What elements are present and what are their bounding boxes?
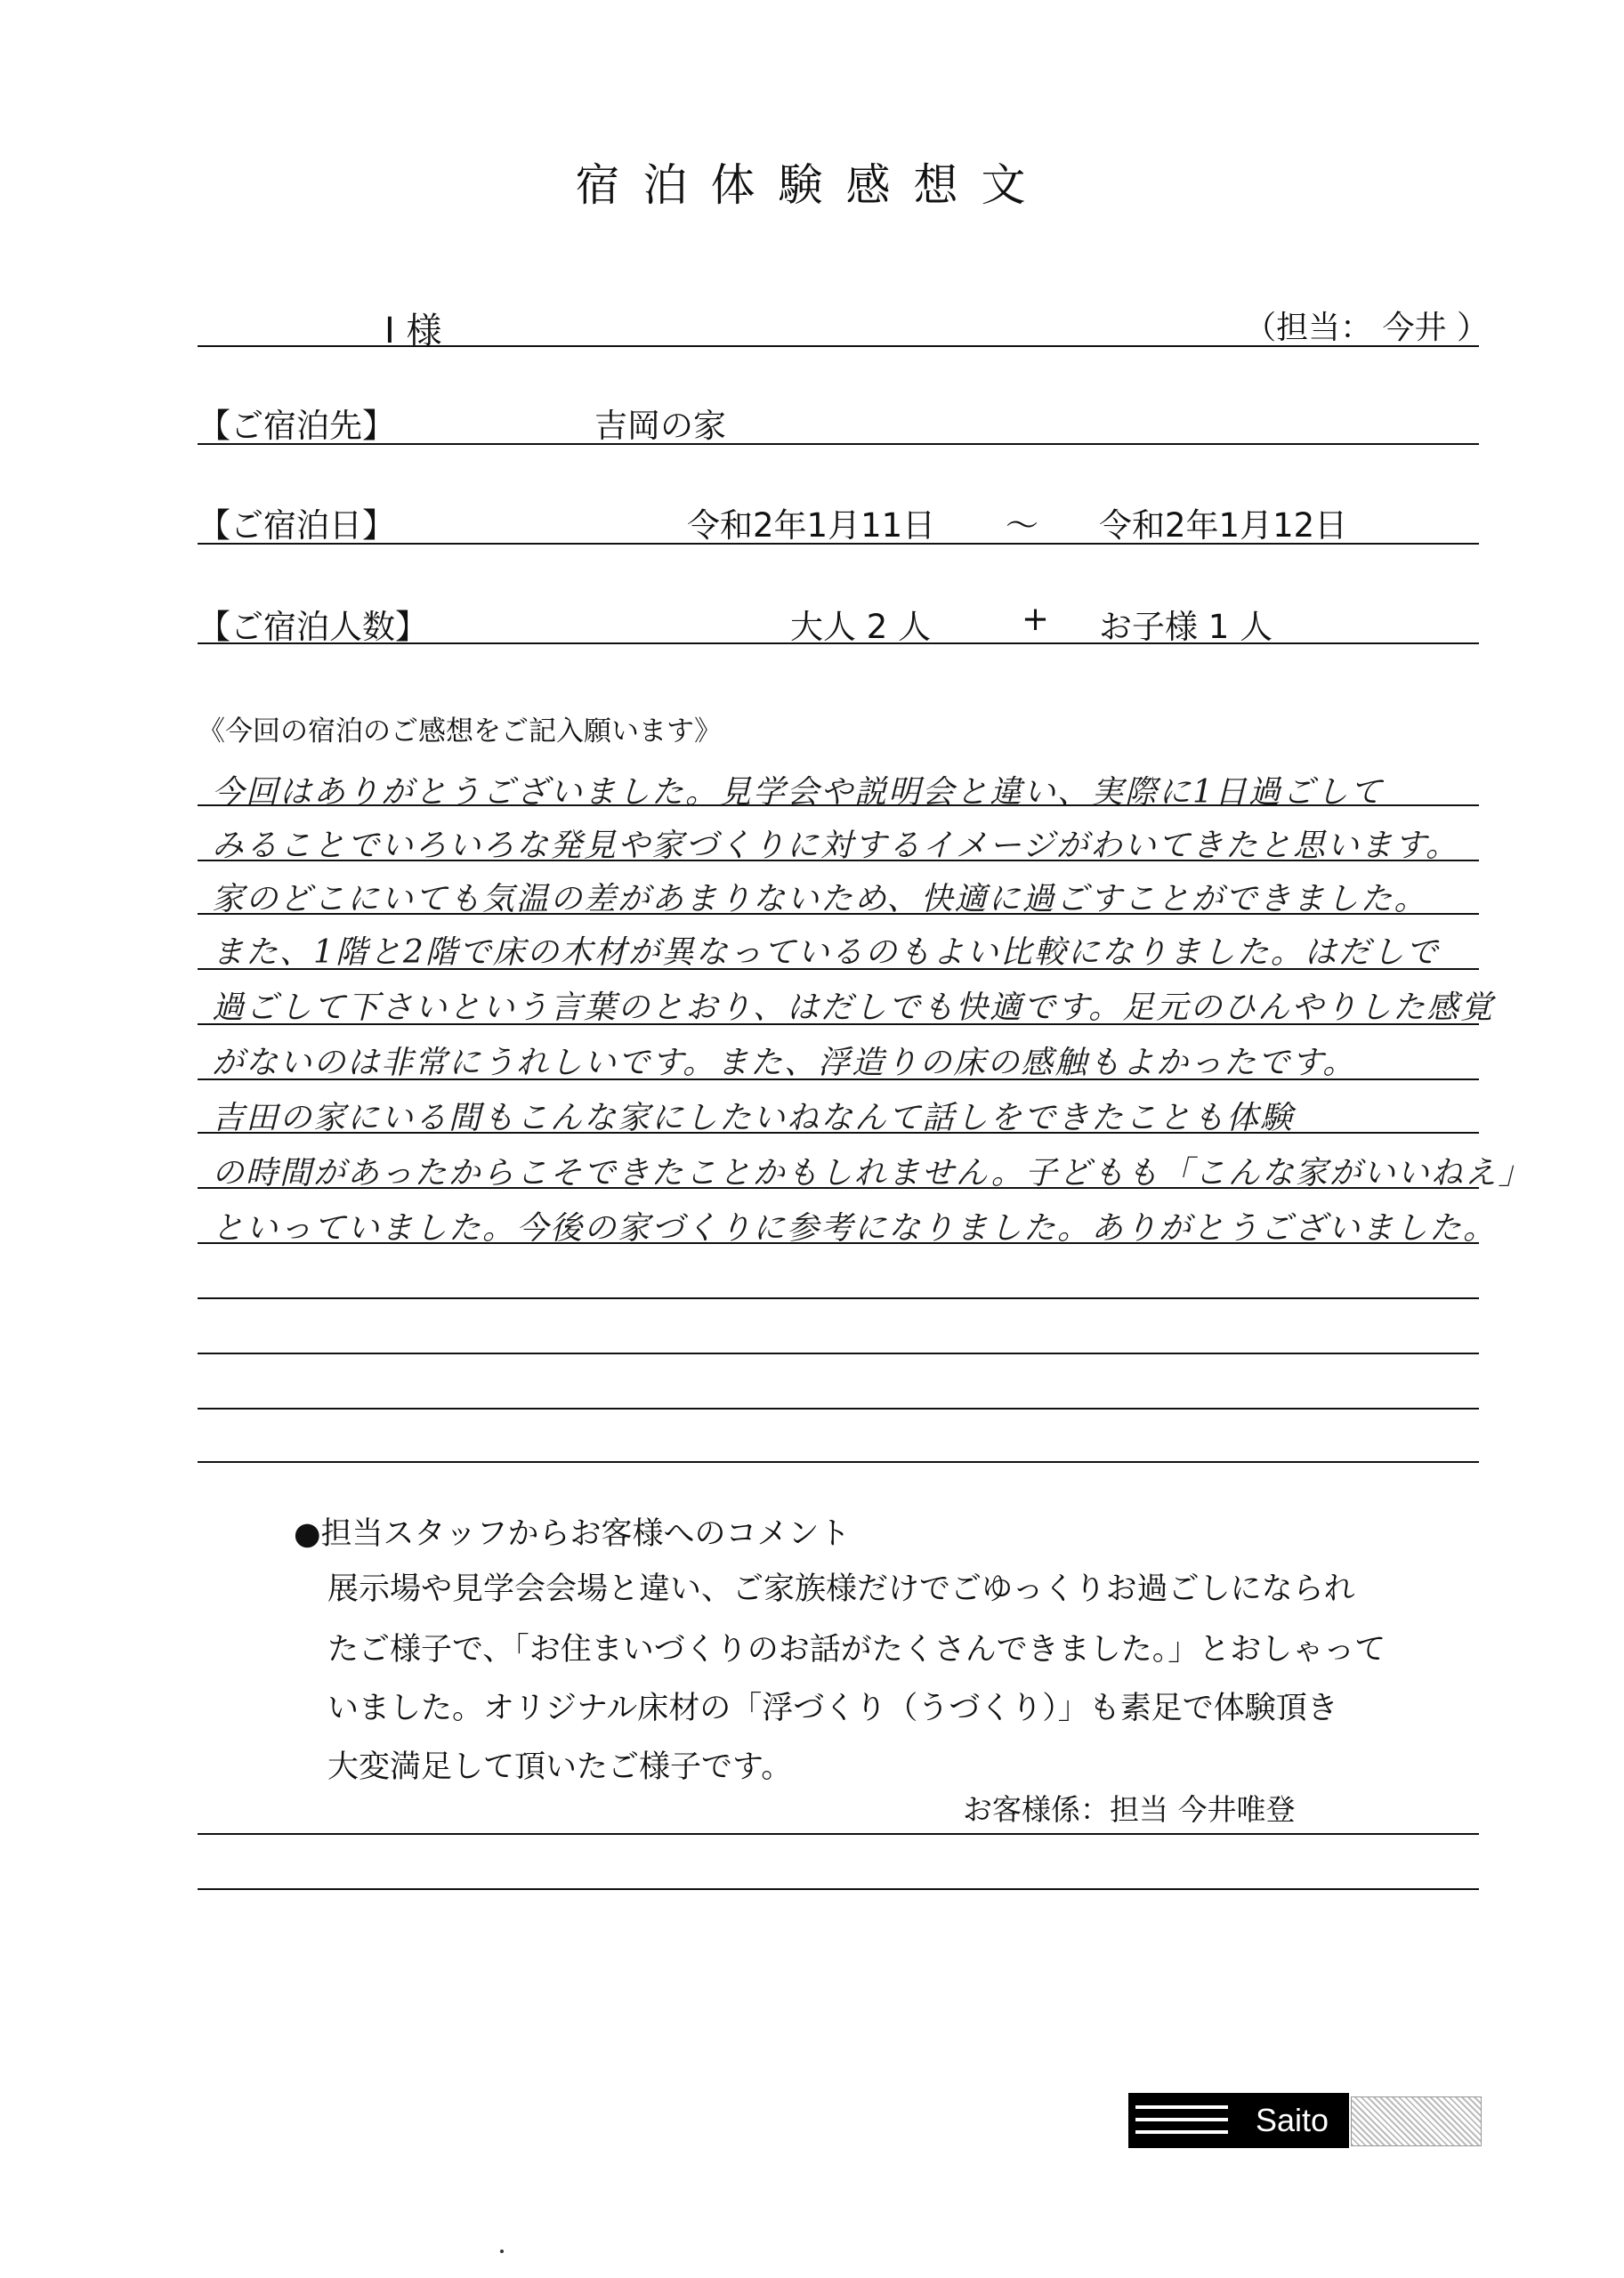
logo-subtext-scan — [1351, 2096, 1482, 2146]
writing-rule — [198, 1408, 1479, 1410]
divider — [198, 1833, 1479, 1835]
writing-rule — [198, 1187, 1479, 1189]
writing-rule — [198, 968, 1479, 970]
handwritten-line: といっていました。今後の家づくりに参考になりました。ありがとうございました。 — [212, 1210, 1498, 1247]
handwritten-line: みることでいろいろな発見や家づくりに対するイメージがわいてきたと思います。 — [212, 828, 1460, 864]
writing-rule — [198, 1023, 1479, 1025]
logo-mark — [1128, 2093, 1235, 2148]
writing-rule — [198, 1132, 1479, 1134]
divider — [198, 345, 1479, 347]
writing-rule — [198, 913, 1479, 915]
adults-count: 大人 2 人 — [790, 608, 932, 646]
people-label: 【ご宿泊人数】 — [198, 608, 428, 646]
date-label: 【ご宿泊日】 — [198, 506, 395, 545]
plus-sign: + — [1022, 600, 1050, 638]
handwritten-line: の時間があったからこそできたことかもしれません。子どもも「こんな家がいいねえ」 — [212, 1155, 1532, 1192]
location-label: 【ご宿泊先】 — [198, 407, 395, 445]
logo-text: Saito — [1235, 2093, 1349, 2148]
divider — [198, 443, 1479, 445]
staff-signature: お客様係：担当 今井唯登 — [963, 1792, 1296, 1827]
divider — [198, 1888, 1479, 1890]
writing-rule — [198, 1242, 1479, 1244]
staff-comment-line: たご様子で、「お住まいづくりのお話がたくさんできました。」とおしゃって — [327, 1632, 1386, 1668]
divider — [198, 543, 1479, 545]
handwritten-line: がないのは非常にうれしいです。また、浮造りの床の感触もよかったです。 — [212, 1045, 1357, 1081]
scan-speck — [500, 2250, 504, 2253]
handwritten-line: また、1階と2階で床の木材が異なっているのもよい比較になりました。はだしで — [212, 934, 1440, 971]
date-separator: ～ — [1006, 506, 1038, 545]
staff-comment-line: いました。オリジナル床材の「浮づくり（うづくり）」も素足で体験頂き — [327, 1691, 1338, 1726]
staff-label: （担当： 今井 ） — [1244, 310, 1489, 346]
staff-comment-line: 展示場や見学会会場と違い、ご家族様だけでごゆっくりお過ごしになられ — [327, 1571, 1355, 1607]
handwritten-line: 今回はありがとうございました。見学会や説明会と違い、実際に1日過ごして — [212, 774, 1384, 811]
handwritten-line: 家のどこにいても気温の差があまりないため、快適に過ごすことができました。 — [212, 881, 1428, 917]
document-title: 宿泊体験感想文 — [575, 159, 1049, 211]
staff-comment-heading: ●担当スタッフからお客様へのコメント — [294, 1516, 851, 1552]
children-count: お子様 1 人 — [1099, 608, 1273, 646]
writing-rule — [198, 860, 1479, 861]
writing-rule — [198, 1297, 1479, 1299]
handwritten-line: 吉田の家にいる間もこんな家にしたいねなんて話しをできたことも体験 — [212, 1100, 1295, 1136]
writing-rule — [198, 1078, 1479, 1080]
writing-rule — [198, 804, 1479, 806]
date-from: 令和2年1月11日 — [687, 506, 936, 545]
impression-prompt: 《今回の宿泊のご感想をご記入願います》 — [198, 715, 722, 747]
company-logo — [1128, 2093, 1480, 2148]
location-value: 吉岡の家 — [594, 407, 726, 445]
writing-rule — [198, 1461, 1479, 1463]
staff-comment-line: 大変満足して頂いたご様子です。 — [327, 1749, 793, 1785]
guest-name: I 様 — [384, 311, 442, 351]
date-to: 令和2年1月12日 — [1099, 506, 1348, 545]
writing-rule — [198, 1353, 1479, 1354]
handwritten-line: 過ごして下さいという言葉のとおり、はだしでも快適です。足元のひんやりした感覚 — [212, 990, 1495, 1026]
divider — [198, 642, 1479, 644]
